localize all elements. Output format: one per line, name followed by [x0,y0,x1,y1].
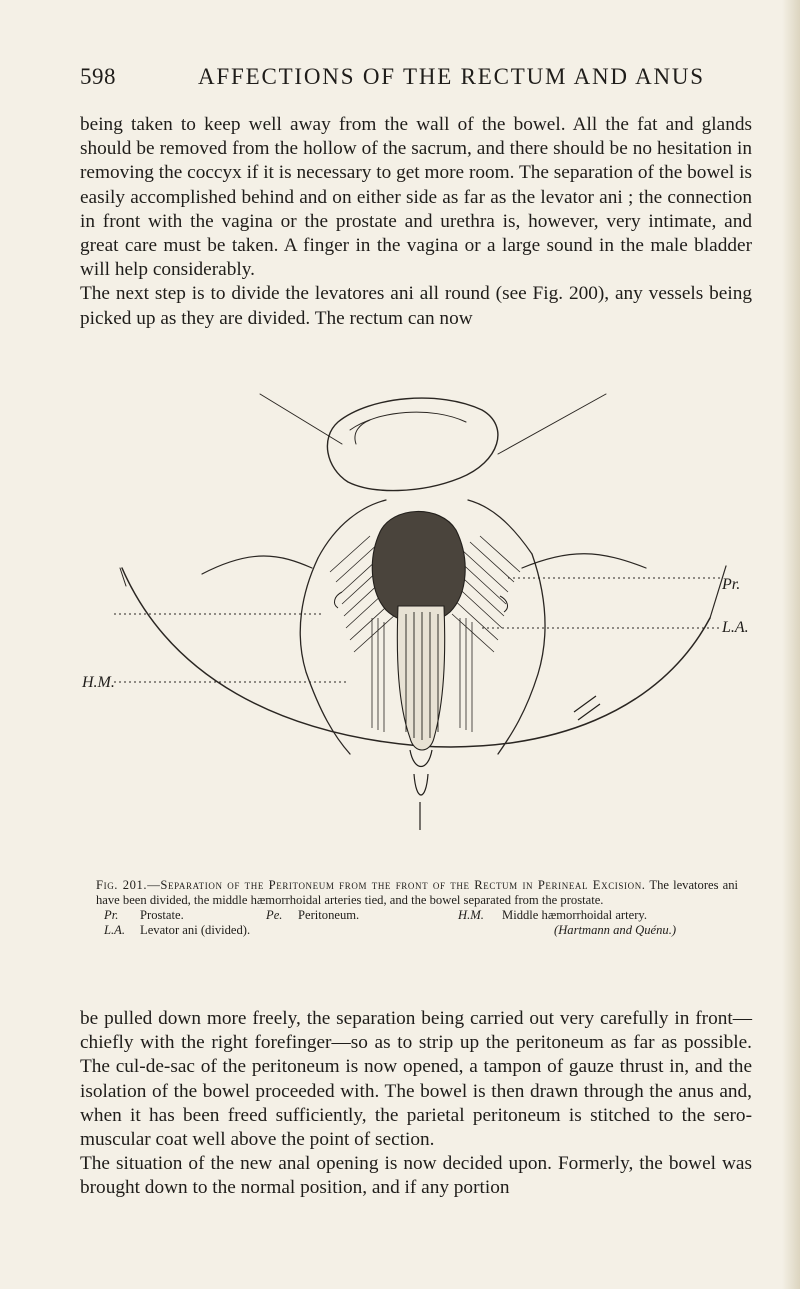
legend-desc: Prostate. [140,908,184,922]
figure-caption [96,878,738,938]
ligature-left [335,592,342,608]
legend-abbr: Pr. [104,908,119,922]
body-text-bottom [80,1007,752,1201]
page-edge-shadow [782,0,800,1289]
caption-legend-row [96,923,738,938]
anal-stump-lower [414,774,428,795]
label-hm: H.M. [82,674,115,691]
ligature-right [500,596,507,612]
legend-desc: Middle hæmorrhoidal artery. [502,908,648,922]
legend-abbr: L.A. [104,923,125,937]
page-header [80,64,760,100]
wound-right-edge [498,554,545,754]
retractor-line-left [260,394,342,444]
retractor-line-right [498,394,606,454]
legend-abbr: H.M. [458,908,484,922]
paragraph: The situation of the new anal opening is now decided upon. Formerly, the bowel was brought down to the normal position, and if any portion [80,1153,752,1199]
body-text-top [80,113,752,331]
retractor-left-blade [202,556,312,574]
page-number: 598 [80,64,116,89]
caption-credit: (Hartmann and Quénu.) [554,923,677,937]
legend-abbr: Pe. [266,908,283,922]
running-title: AFFECTIONS OF THE RECTUM AND ANUS [198,64,705,89]
legend-desc: Peritoneum. [298,908,360,922]
caption-text [96,878,738,908]
paragraph: being taken to keep well away from the wall of the bowel. All the fat and glands should be removed from the hollow of the sacrum, and there should be no hesitation in removing the coccyx if it is necessary to get more room. The separation of the bowel is easily accomplished behind and on either side as far as the levator ani ; the connection in front with the vagina or the prostate and urethra is, however, very intimate, and great care must be taken. A finger in the vagina or a large sound in the male bladder will help considerably. [80,114,752,281]
anal-stump [410,750,432,767]
caption-figure-number: Fig. 201. [96,878,148,892]
paragraph: The next step is to divide the levatores ani all round (see Fig. 200), any vessels being picked up as they are divided. The rectum can now [80,283,752,329]
label-pr: Pr. [722,576,741,593]
caption-title: —Separation of the Peritoneum from the front of the Rectum in Perineal Excision. [147,878,646,892]
paragraph: be pulled down more freely, the separation being carried out very carefully in front—chiefly with the right forefinger—so as to strip up the peritoneum as far as possible. The cul-de-sac of the peritoneum is now opened, a tampon of gauze thrust in, and the isolation of the bowel proceeded with. The bowel is then drawn through the anus and, when it has been freed sufficiently, the parietal peritoneum is stitched to the sero-muscular coat well above the point of section. [80,1008,752,1151]
anatomical-figure [80,382,760,872]
figure-illustration [80,382,760,872]
caption-description: The levatores ani have been divided, the middle hæmorrhoidal arteries tied, and the bowel separated from the prostate. [96,878,738,907]
peritoneum-fold [355,420,370,444]
wound-top-right [468,500,532,554]
legend-desc: Levator ani (divided). [140,923,251,937]
label-la: L.A. [722,619,749,636]
retractor-right-blade [522,554,646,568]
caption-legend-row [96,908,738,923]
clamp-right [574,696,600,720]
